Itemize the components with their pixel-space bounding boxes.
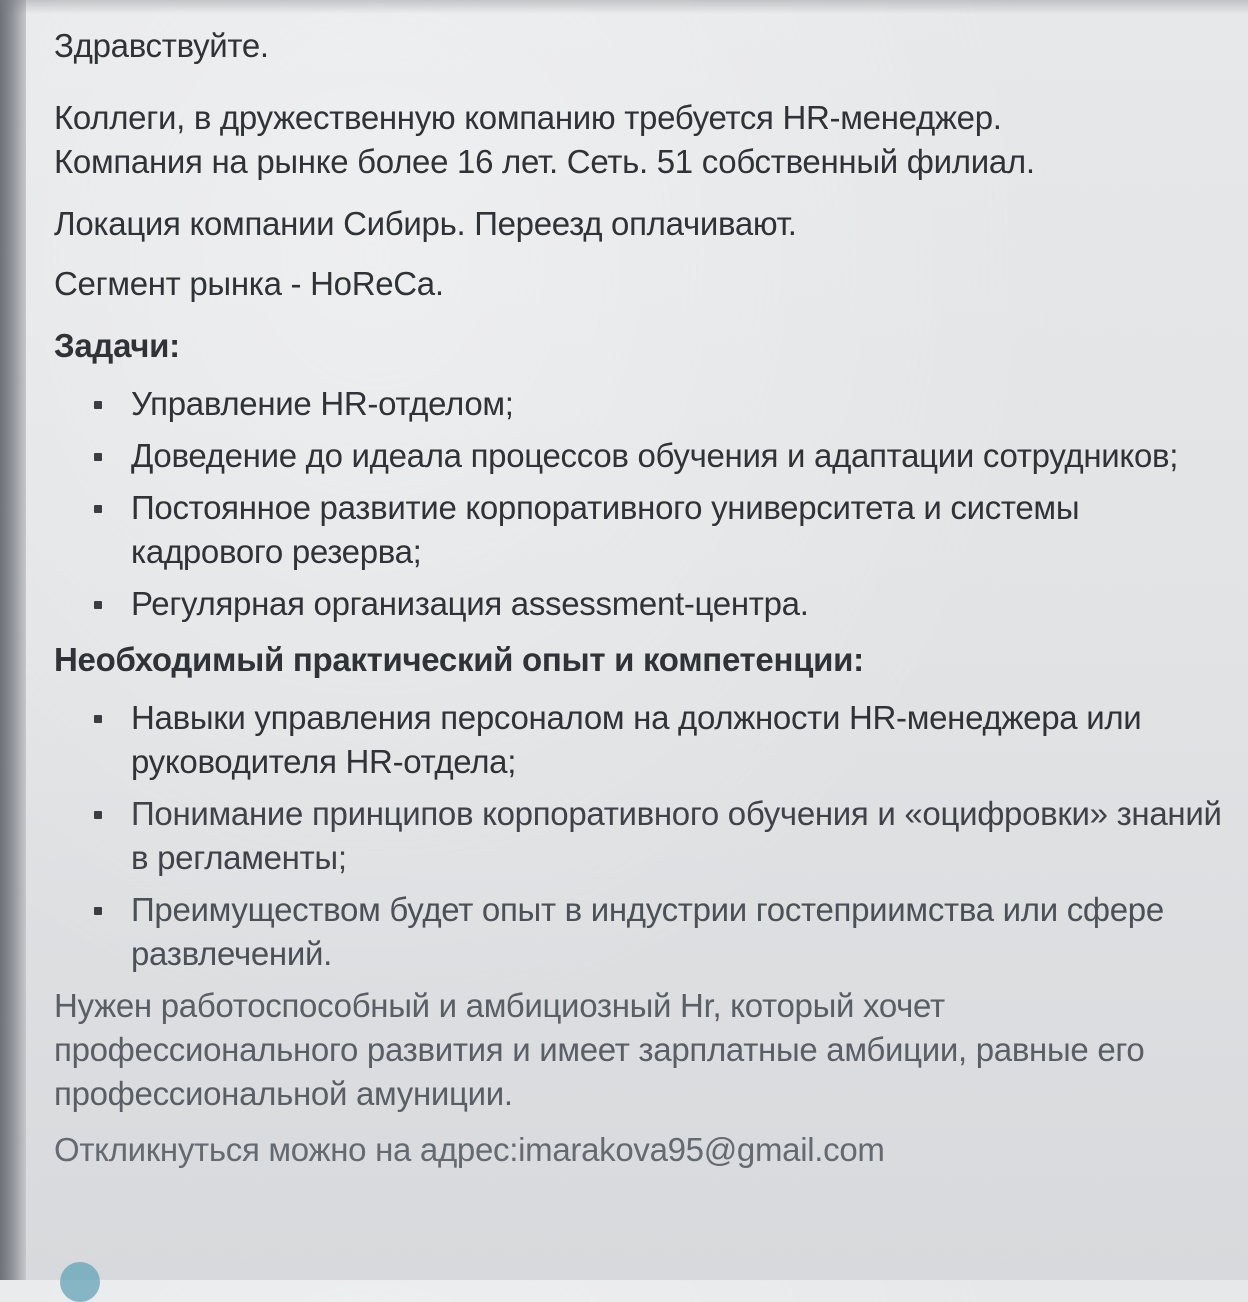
bullet-icon: [94, 907, 102, 915]
task-item: [54, 582, 1224, 626]
intro-line-1: Коллеги, в дружественную компанию требуется HR-менеджер.: [54, 99, 1002, 136]
intro-paragraph: [54, 96, 1224, 184]
requirement-item: [54, 792, 1224, 880]
bullet-icon: [94, 453, 102, 461]
task-item: [54, 382, 1224, 426]
requirements-list: [54, 696, 1224, 976]
requirement-text: Навыки управления персоналом на должности HR-менеджера или руководителя HR-отдела;: [131, 699, 1142, 780]
bullet-icon: [94, 811, 102, 819]
requirement-text: Преимуществом будет опыт в индустрии гостеприимства или сфере развлечений.: [131, 891, 1164, 972]
location-text: Локация компании Сибирь. Переезд оплачивают.: [54, 205, 797, 242]
segment-text: Сегмент рынка - HoReCa.: [54, 265, 444, 302]
contact-line: Откликнуться можно на адрес:imarakova95@gmail.com: [54, 1131, 885, 1168]
requirement-item: [54, 696, 1224, 784]
greeting: Здравствуйте.: [54, 27, 269, 64]
task-item: [54, 434, 1224, 478]
requirements-heading: Необходимый практический опыт и компетенции:: [54, 641, 864, 678]
bullet-icon: [94, 505, 102, 513]
closing-paragraph: Нужен работоспособный и амбициозный Hr, который хочет профессионального развития и имеет зарплатные амбиции, равные его профессиональной амуниции.: [54, 987, 1145, 1112]
requirement-text: Понимание принципов корпоративного обучения и «оцифровки» знаний в регламенты;: [131, 795, 1222, 876]
tasks-list: [54, 382, 1224, 626]
task-item: [54, 486, 1224, 574]
bullet-icon: [94, 401, 102, 409]
screen-bezel: [0, 0, 26, 1280]
intro-line-2: Компания на рынке более 16 лет. Сеть. 51 собственный филиал.: [54, 143, 1035, 180]
bullet-icon: [94, 601, 102, 609]
task-text: Постоянное развитие корпоративного университета и системы кадрового резерва;: [131, 489, 1080, 570]
requirement-item: [54, 888, 1224, 976]
message-body: [54, 20, 1224, 1172]
bullet-icon: [94, 715, 102, 723]
corner-badge-icon: [60, 1262, 100, 1302]
tasks-heading: Задачи:: [54, 327, 180, 364]
task-text: Доведение до идеала процессов обучения и адаптации сотрудников;: [131, 437, 1179, 474]
task-text: Регулярная организация assessment-центра.: [131, 585, 809, 622]
task-text: Управление HR-отделом;: [131, 385, 514, 422]
top-shadow: [0, 0, 1248, 14]
